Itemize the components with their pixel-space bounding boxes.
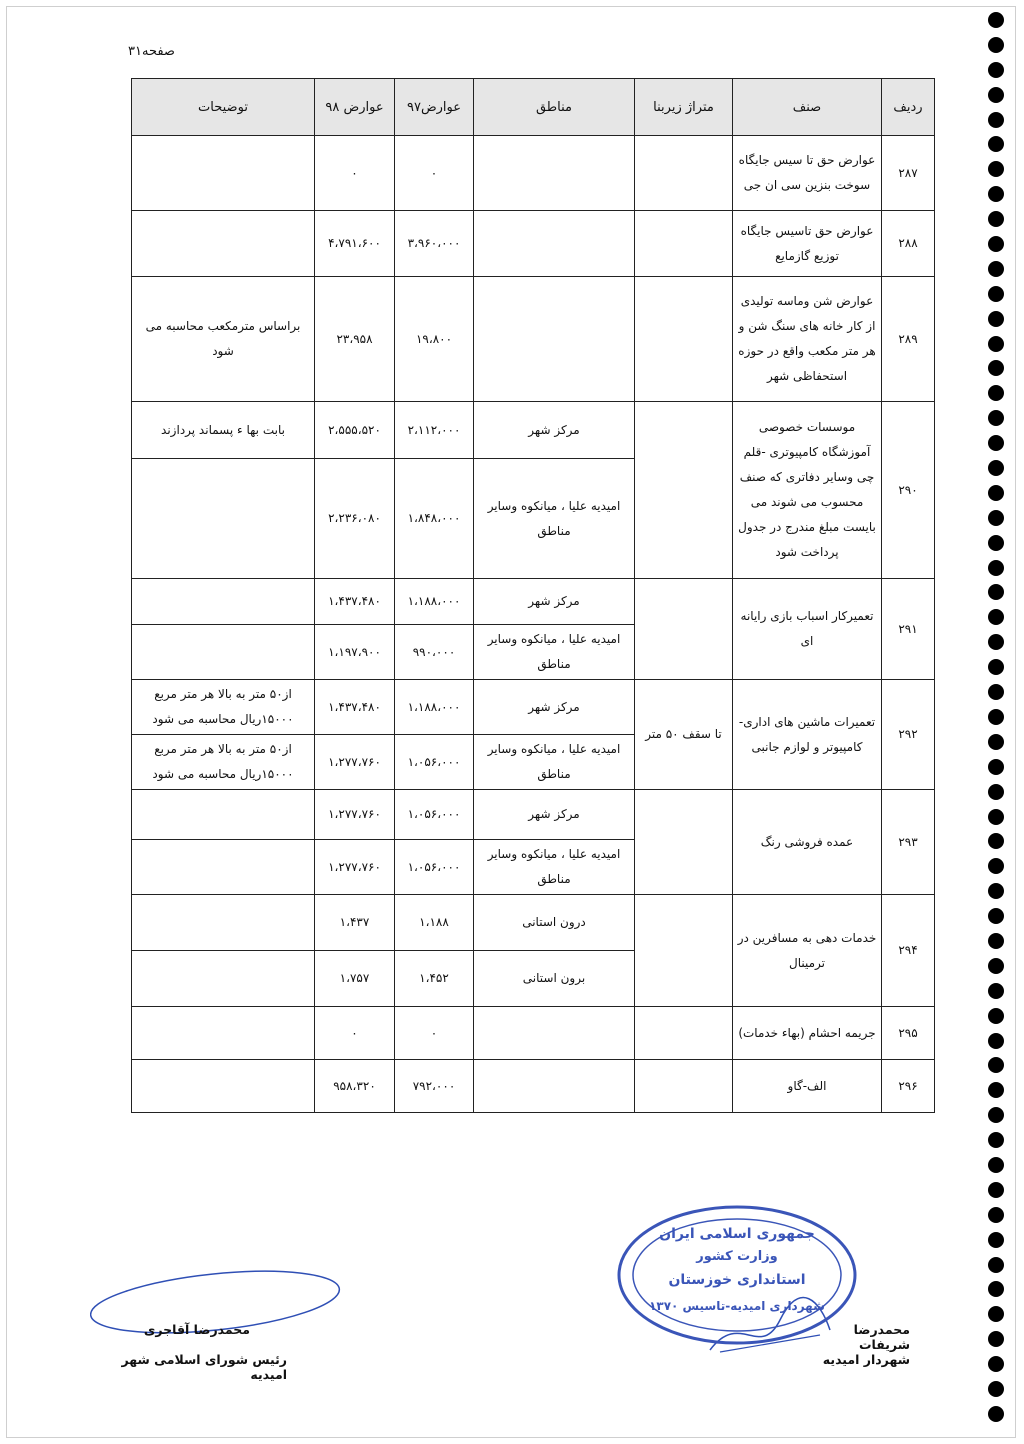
fee97-cell: ۱،۴۵۲ [395, 951, 474, 1007]
header-metraj: متراژ زیربنا [635, 79, 733, 136]
binder-hole [988, 286, 1004, 302]
binder-hole [988, 460, 1004, 476]
fee98-cell: ۲،۵۵۵،۵۲۰ [315, 402, 395, 459]
binder-hole [988, 112, 1004, 128]
fee97-cell: ۰ [395, 136, 474, 211]
table-row [132, 895, 935, 951]
binder-hole [988, 584, 1004, 600]
binder-hole [988, 784, 1004, 800]
svg-text:شهرداری امیدیه-تاسیس ۱۳۷۰: شهرداری امیدیه-تاسیس ۱۳۷۰ [649, 1299, 825, 1313]
fee98-cell: ۲،۲۳۶،۰۸۰ [315, 459, 395, 579]
header-manategh: مناطق [474, 79, 635, 136]
note-cell: از۵۰ متر به بالا هر متر مربع ۱۵۰۰۰ریال محاسبه می شود [132, 680, 315, 735]
fee97-cell: ۱،۱۸۸ [395, 895, 474, 951]
table-row [132, 211, 935, 277]
row-number: ۲۹۱ [882, 579, 935, 680]
binder-hole [988, 684, 1004, 700]
note-cell [132, 840, 315, 895]
binder-hole [988, 535, 1004, 551]
binder-hole [988, 1057, 1004, 1073]
note-cell [132, 459, 315, 579]
binder-hole [988, 236, 1004, 252]
zone-cell [474, 136, 635, 211]
header-avarez97: عوارض۹۷ [395, 79, 474, 136]
zone-cell: امیدیه علیا ، میانکوه وسایر مناطق [474, 459, 635, 579]
binder-hole [988, 336, 1004, 352]
fee97-cell: ۱،۱۸۸،۰۰۰ [395, 680, 474, 735]
row-number: ۲۹۲ [882, 680, 935, 790]
binder-hole [988, 1033, 1004, 1049]
note-cell [132, 136, 315, 211]
row-number: ۲۹۴ [882, 895, 935, 1007]
note-cell [132, 951, 315, 1007]
binder-hole [988, 1207, 1004, 1223]
note-cell [132, 895, 315, 951]
fee97-cell: ۲،۱۱۲،۰۰۰ [395, 402, 474, 459]
binder-hole [988, 759, 1004, 775]
area-cell: تا سقف ۵۰ متر [635, 680, 733, 790]
binder-hole [988, 360, 1004, 376]
area-cell [635, 790, 733, 895]
binder-hole [988, 883, 1004, 899]
category-cell: موسسات خصوصی آموزشگاه کامپیوتری -قلم چی وسایر دفاتری که صنف محسوب می شوند می بایست مبلغ مندرج در جدول پرداخت شود [733, 402, 882, 579]
area-cell [635, 1060, 733, 1113]
header-avarez98: عوارض ۹۸ [315, 79, 395, 136]
fee98-cell: ۴،۷۹۱،۶۰۰ [315, 211, 395, 277]
note-cell [132, 211, 315, 277]
category-cell: تعمیرکار اسباب بازی رایانه ای [733, 579, 882, 680]
fee98-cell: ۱،۴۳۷ [315, 895, 395, 951]
table-row [132, 402, 935, 459]
fee97-cell: ۱،۰۵۶،۰۰۰ [395, 735, 474, 790]
table-row [132, 136, 935, 211]
binder-hole [988, 435, 1004, 451]
category-cell: الف-گاو [733, 1060, 882, 1113]
fee98-cell: ۱،۲۷۷،۷۶۰ [315, 840, 395, 895]
binder-hole [988, 833, 1004, 849]
zone-cell [474, 211, 635, 277]
binder-hole [988, 311, 1004, 327]
binder-hole [988, 1281, 1004, 1297]
binder-hole [988, 1356, 1004, 1372]
zone-cell [474, 277, 635, 402]
binder-hole [988, 485, 1004, 501]
note-cell [132, 1060, 315, 1113]
fee97-cell: ۱،۰۵۶،۰۰۰ [395, 840, 474, 895]
area-cell [635, 402, 733, 579]
binder-hole [988, 983, 1004, 999]
binder-hole [988, 734, 1004, 750]
table-row [132, 277, 935, 402]
fee98-cell: ۹۵۸،۳۲۰ [315, 1060, 395, 1113]
binder-hole [988, 1182, 1004, 1198]
binder-hole [988, 12, 1004, 28]
binder-hole [988, 1381, 1004, 1397]
note-cell [132, 625, 315, 680]
table-row [132, 1007, 935, 1060]
fee97-cell: ۱،۰۵۶،۰۰۰ [395, 790, 474, 840]
fee97-cell: ۱۹،۸۰۰ [395, 277, 474, 402]
binder-hole [988, 1132, 1004, 1148]
row-number: ۲۹۶ [882, 1060, 935, 1113]
category-cell: تعمیرات ماشین های اداری- کامپیوتر و لوازم جانبی [733, 680, 882, 790]
binder-hole [988, 809, 1004, 825]
category-cell: خدمات دهی به مسافرین در ترمینال [733, 895, 882, 1007]
council-head-title: رئیس شورای اسلامی شهر امیدیه [121, 1352, 287, 1382]
svg-text:وزارت کشور: وزارت کشور [696, 1249, 778, 1264]
zone-cell: برون استانی [474, 951, 635, 1007]
table-row [132, 790, 935, 840]
binder-hole [988, 659, 1004, 675]
mayor-title: شهردار امیدیه [822, 1352, 910, 1367]
fee97-cell: ۰ [395, 1007, 474, 1060]
binder-hole [988, 1232, 1004, 1248]
fee98-cell: ۲۳،۹۵۸ [315, 277, 395, 402]
binder-hole [988, 609, 1004, 625]
note-cell [132, 1007, 315, 1060]
binder-hole [988, 211, 1004, 227]
binder-hole [988, 1406, 1004, 1422]
fee97-cell: ۹۹۰،۰۰۰ [395, 625, 474, 680]
note-cell [132, 579, 315, 625]
binder-hole [988, 62, 1004, 78]
binder-hole [988, 709, 1004, 725]
binder-hole [988, 1107, 1004, 1123]
area-cell [635, 895, 733, 1007]
binder-hole [988, 261, 1004, 277]
note-cell: بابت بها ء پسماند پردازند [132, 402, 315, 459]
row-number: ۲۸۹ [882, 277, 935, 402]
binder-hole [988, 161, 1004, 177]
category-cell: عمده فروشی رنگ [733, 790, 882, 895]
zone-cell: مرکز شهر [474, 680, 635, 735]
category-cell: جریمه احشام (بهاء خدمات) [733, 1007, 882, 1060]
zone-cell: درون استانی [474, 895, 635, 951]
page-number: صفحه۳۱ [128, 44, 175, 59]
row-number: ۲۹۵ [882, 1007, 935, 1060]
table-header-row [132, 79, 935, 136]
binder-hole [988, 933, 1004, 949]
row-number: ۲۸۷ [882, 136, 935, 211]
binder-hole [988, 1306, 1004, 1322]
fee98-cell: ۱،۴۳۷،۴۸۰ [315, 680, 395, 735]
binder-hole [988, 908, 1004, 924]
area-cell [635, 277, 733, 402]
row-number: ۲۹۰ [882, 402, 935, 579]
category-cell: عوارض شن وماسه تولیدی از کار خانه های سنگ شن و هر متر مکعب واقع در حوزه استحفاظی شهر [733, 277, 882, 402]
fee97-cell: ۱،۸۴۸،۰۰۰ [395, 459, 474, 579]
fee98-cell: ۱،۷۵۷ [315, 951, 395, 1007]
header-sinf: صنف [733, 79, 882, 136]
official-stamp [612, 1200, 862, 1350]
fee97-cell: ۱،۱۸۸،۰۰۰ [395, 579, 474, 625]
zone-cell [474, 1060, 635, 1113]
fee98-cell: ۱،۲۷۷،۷۶۰ [315, 735, 395, 790]
zone-cell [474, 1007, 635, 1060]
table-row [132, 1060, 935, 1113]
binder-hole [988, 1157, 1004, 1173]
tariff-table [131, 78, 935, 1113]
zone-cell: مرکز شهر [474, 790, 635, 840]
fee98-cell: ۱،۲۷۷،۷۶۰ [315, 790, 395, 840]
zone-cell: مرکز شهر [474, 579, 635, 625]
fee98-cell: ۰ [315, 1007, 395, 1060]
zone-cell: مرکز شهر [474, 402, 635, 459]
council-head-name: محمدرضا آقاجری [143, 1322, 250, 1337]
category-cell: عوارض حق تا سیس جایگاه سوخت بنزین سی ان جی [733, 136, 882, 211]
area-cell [635, 579, 733, 680]
area-cell [635, 136, 733, 211]
binder-hole [988, 136, 1004, 152]
fee98-cell: ۱،۱۹۷،۹۰۰ [315, 625, 395, 680]
binder-hole [988, 87, 1004, 103]
category-cell: عوارض حق تاسیس جایگاه توزیع گازمایع [733, 211, 882, 277]
svg-text:جمهوری اسلامی ایران: جمهوری اسلامی ایران [659, 1226, 815, 1242]
area-cell [635, 1007, 733, 1060]
fee98-cell: ۱،۴۳۷،۴۸۰ [315, 579, 395, 625]
header-tozihat: توضیحات [132, 79, 315, 136]
header-radif: ردیف [882, 79, 935, 136]
table-row [132, 579, 935, 625]
note-cell [132, 790, 315, 840]
binder-holes [988, 12, 1010, 1431]
note-cell: از۵۰ متر به بالا هر متر مربع ۱۵۰۰۰ریال محاسبه می شود [132, 735, 315, 790]
binder-hole [988, 37, 1004, 53]
row-number: ۲۸۸ [882, 211, 935, 277]
fee98-cell: ۰ [315, 136, 395, 211]
binder-hole [988, 634, 1004, 650]
binder-hole [988, 1008, 1004, 1024]
binder-hole [988, 410, 1004, 426]
zone-cell: امیدیه علیا ، میانکوه وسایر مناطق [474, 735, 635, 790]
binder-hole [988, 560, 1004, 576]
binder-hole [988, 186, 1004, 202]
zone-cell: امیدیه علیا ، میانکوه وسایر مناطق [474, 840, 635, 895]
area-cell [635, 211, 733, 277]
binder-hole [988, 958, 1004, 974]
binder-hole [988, 1331, 1004, 1347]
zone-cell: امیدیه علیا ، میانکوه وسایر مناطق [474, 625, 635, 680]
table-row [132, 680, 935, 735]
binder-hole [988, 385, 1004, 401]
binder-hole [988, 1082, 1004, 1098]
fee97-cell: ۷۹۲،۰۰۰ [395, 1060, 474, 1113]
note-cell: براساس مترمکعب محاسبه می شود [132, 277, 315, 402]
row-number: ۲۹۳ [882, 790, 935, 895]
binder-hole [988, 858, 1004, 874]
fee97-cell: ۳،۹۶۰،۰۰۰ [395, 211, 474, 277]
mayor-name: محمدرضا شریفات [853, 1322, 910, 1352]
svg-text:استانداری خوزستان: استانداری خوزستان [668, 1272, 806, 1288]
binder-hole [988, 510, 1004, 526]
binder-hole [988, 1257, 1004, 1273]
